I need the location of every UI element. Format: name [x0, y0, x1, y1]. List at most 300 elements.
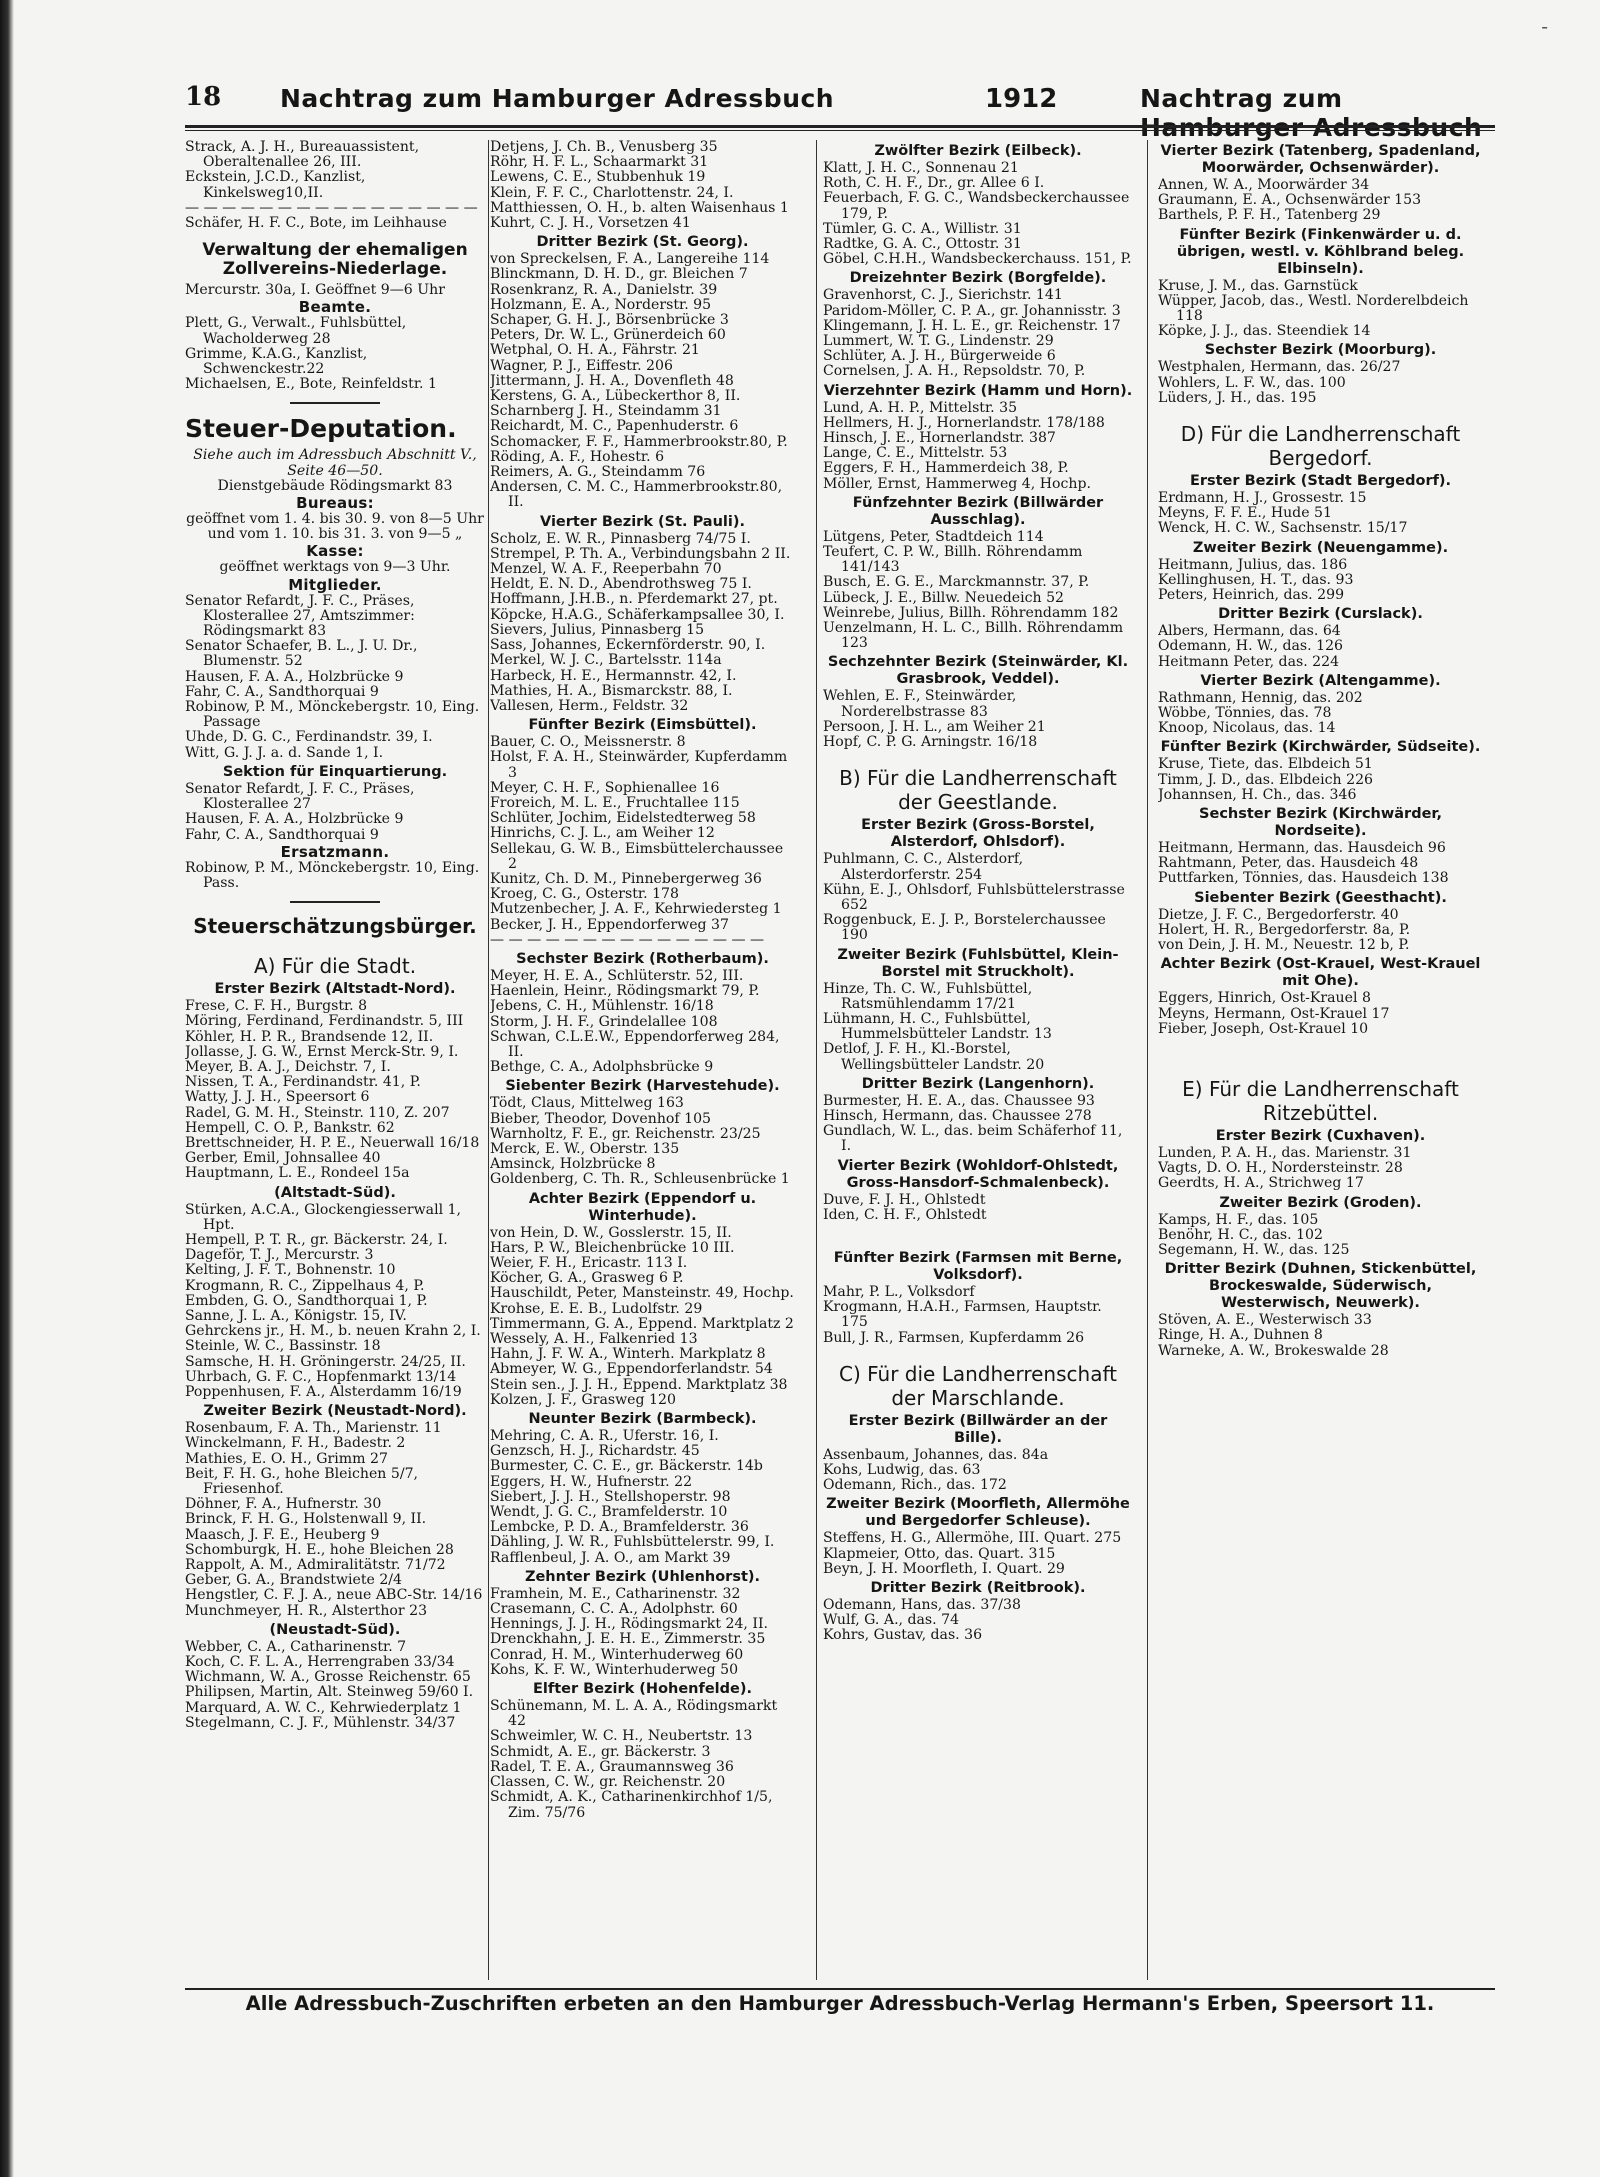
district-heading: Zweiter Bezirk (Moorfleth, Allermöhe und Bergedorfer Schleuse). [826, 1496, 1130, 1530]
directory-entry: Warnholtz, F. E., gr. Reichenstr. 23/25 [490, 1125, 761, 1142]
directory-entry: von Spreckelsen, F. A., Langereihe 114 [490, 251, 770, 268]
directory-entry: Maasch, J. F. E., Heuberg 9 [185, 1526, 380, 1543]
directory-entry: Detlof, J. F. H., Kl.-Borstel, Wellingsbütteler Landstr. 20 [823, 1041, 1045, 1073]
district-heading: Fünfter Bezirk (Kirchwärder, Südseite). [1160, 739, 1481, 756]
info-line: Dienstgebäude Rödingsmarkt 83 [217, 477, 453, 494]
directory-entry: Johannsen, H. Ch., das. 346 [1158, 786, 1357, 803]
directory-entry: Watty, J. J. H., Speersort 6 [185, 1089, 370, 1106]
directory-entry: Dietze, J. F. C., Bergedorferstr. 40 [1158, 906, 1399, 923]
directory-entry: Geber, G. A., Brandstwiete 2/4 [185, 1572, 403, 1589]
directory-entry: Reimers, A. G., Steindamm 76 [490, 464, 706, 481]
district-heading: Dritter Bezirk (Duhnen, Stickenbüttel, Brockeswalde, Süderwisch, Westerwisch, Neuwerk). [1164, 1261, 1477, 1312]
district-heading: Zweiter Bezirk (Neustadt-Nord). [203, 1403, 467, 1420]
directory-entry: Frese, C. F. H., Burgstr. 8 [185, 998, 368, 1015]
district-heading: Erster Bezirk (Gross-Borstel, Alsterdorf, Ohlsdorf). [861, 817, 1095, 851]
district-heading: Fünfter Bezirk (Farmsen mit Berne, Volksdorf). [833, 1249, 1123, 1283]
directory-entry: Wohlers, L. F. W., das. 100 [1158, 374, 1346, 391]
directory-entry: Heitmann Peter, das. 224 [1158, 653, 1340, 670]
district-heading: Zweiter Bezirk (Groden). [1219, 1194, 1422, 1211]
directory-entry: Hempell, C. O. P., Bankstr. 62 [185, 1119, 395, 1136]
directory-entry: Timm, J. D., das. Elbdeich 226 [1158, 771, 1374, 788]
directory-entry: Embden, G. O., Sandthorquai 1, P. [185, 1292, 428, 1309]
directory-entry: Reichardt, M. C., Papenhuderstr. 6 [490, 418, 739, 435]
directory-entry: Harbeck, H. E., Hermannstr. 42, I. [490, 667, 737, 684]
directory-entry: Krogmann, R. C., Zippelhaus 4, P. [185, 1277, 425, 1294]
directory-entry: Mercurstr. 30a, I. Geöffnet 9—6 Uhr [185, 282, 445, 299]
directory-entry: Haenlein, Heinr., Rödingsmarkt 79, P. [490, 983, 760, 1000]
directory-entry: Siebert, J. J. H., Stellshoperstr. 98 [490, 1488, 731, 1505]
running-title-left: Nachtrag zum Hamburger Adressbuch [280, 84, 835, 113]
directory-entry: Röding, A. F., Hohestr. 6 [490, 448, 665, 465]
district-heading: Erster Bezirk (Stadt Bergedorf). [1189, 473, 1452, 490]
directory-entry: Kolzen, J. F., Grasweg 120 [490, 1391, 676, 1408]
directory-entry: Roth, C. H. F., Dr., gr. Allee 6 I. [823, 175, 1045, 192]
directory-entry: Gravenhorst, C. J., Sierichstr. 141 [823, 287, 1063, 304]
directory-entry: Conrad, H. M., Winterhuderweg 60 [490, 1646, 744, 1663]
directory-entry: Rosenbaum, F. A. Th., Marienstr. 11 [185, 1420, 442, 1437]
directory-entry: Hars, P. W., Bleichenbrücke 10 III. [490, 1239, 735, 1256]
running-title-right: Nachtrag zum Hamburger Adressbuch [1140, 84, 1483, 142]
directory-entry: Kruse, J. M., das. Garnstück [1158, 277, 1358, 294]
directory-entry: Köcher, G. A., Grasweg 6 P. [490, 1270, 684, 1287]
directory-entry: Eckstein, J.C.D., Kanzlist, Kinkelsweg10,II. [185, 169, 366, 201]
directory-entry: Strempel, P. Th. A., Verbindungsbahn 2 II. [490, 545, 791, 562]
column-4 [1158, 140, 1483, 1980]
directory-entry: Hinrichs, C. J. L., am Weiher 12 [490, 825, 715, 842]
directory-entry: Koch, C. F. L. A., Herrengraben 33/34 [185, 1654, 455, 1671]
spacer [1158, 1037, 1483, 1061]
district-heading: Erster Bezirk (Cuxhaven). [1215, 1127, 1426, 1144]
district-heading: Vierzehnter Bezirk (Hamm und Horn). [823, 382, 1133, 399]
directory-entry: Strack, A. J. H., Bureauassistent, Oberaltenallee 26, III. [185, 140, 420, 171]
directory-entry: Benöhr, H. C., das. 102 [1158, 1226, 1323, 1243]
subheading: Bureaus: [296, 494, 374, 513]
directory-entry: Webber, C. A., Catharinenstr. 7 [185, 1638, 407, 1655]
directory-entry: Dähling, J. W. R., Fuhlsbüttelerstr. 99, I. [490, 1534, 775, 1551]
directory-entry: Duve, F. J. H., Ohlstedt [823, 1191, 986, 1208]
directory-entry: Knoop, Nicolaus, das. 14 [1158, 720, 1336, 737]
directory-entry: Hengstler, C. F. J. A., neue ABC-Str. 14/16 [185, 1587, 483, 1604]
section-rule [290, 901, 380, 903]
directory-entry: Matthiessen, O. H., b. alten Waisenhaus 1 [490, 199, 789, 216]
district-heading: (Altstadt-Süd). [274, 1184, 396, 1201]
directory-entry: Stöven, A. E., Westerwisch 33 [1158, 1312, 1372, 1329]
directory-entry: Odemann, Hans, das. 37/38 [823, 1596, 1021, 1613]
directory-entry: Schomacker, F. F., Hammerbrookstr.80, P. [490, 433, 788, 450]
directory-entry: Schaper, G. H. J., Börsenbrücke 3 [490, 312, 729, 329]
district-heading: Siebenter Bezirk (Geesthacht). [1194, 889, 1447, 906]
directory-entry: Mahr, P. L., Volksdorf [823, 1283, 975, 1300]
directory-entry: Döhner, F. A., Hufnerstr. 30 [185, 1496, 382, 1513]
directory-entry: Hahn, J. F. W. A., Winterh. Markplatz 8 [490, 1346, 766, 1363]
directory-entry: Lembcke, P. D. A., Bramfelderstr. 36 [490, 1519, 749, 1536]
directory-entry: Heitmann, Hermann, das. Hausdeich 96 [1158, 840, 1446, 857]
directory-entry: Jollasse, J. G. W., Ernst Merck-Str. 9, I. [185, 1043, 459, 1060]
directory-entry: Schünemann, M. L. A. A., Rödingsmarkt 42 [490, 1698, 778, 1730]
directory-entry: Mathies, H. A., Bismarckstr. 88, I. [490, 682, 733, 699]
directory-entry: Heldt, E. N. D., Abendrothsweg 75 I. [490, 576, 752, 593]
directory-entry: Senator Schaefer, B. L., J. U. Dr., Blumenstr. 52 [185, 638, 418, 670]
directory-entry: Busch, E. G. E., Marckmannstr. 37, P. [823, 574, 1090, 591]
directory-entry: Scholz, E. W. R., Pinnasberg 74/75 I. [490, 530, 751, 547]
directory-entry: — — — — — — — — — — — — — — — — [185, 199, 478, 216]
directory-entry: Lund, A. H. P., Mittelstr. 35 [823, 399, 1018, 416]
district-heading: Neunter Bezirk (Barmbeck). [528, 1411, 757, 1428]
spacer [823, 1223, 1133, 1247]
column-1 [185, 140, 485, 1980]
directory-entry: Roggenbuck, E. J. P., Borstelerchaussee 190 [823, 912, 1106, 944]
district-heading: Dritter Bezirk (Langenhorn). [861, 1075, 1095, 1092]
district-heading: Vierter Bezirk (Tatenberg, Spadenland, Moorwärder, Ochsenwärder). [1160, 143, 1481, 176]
region-heading: A) Für die Stadt. [253, 954, 417, 979]
directory-entry: Lübeck, J. E., Billw. Neuedeich 52 [823, 589, 1065, 606]
district-heading: Fünfter Bezirk (Finkenwärder u. d. übrigen, westl. v. Köhlbrand beleg. Elbinseln). [1176, 226, 1465, 277]
department-title: Steuer-Deputation. [185, 414, 457, 444]
directory-entry: Eggers, H. W., Hufnerstr. 22 [490, 1473, 693, 1490]
corner-mark: - [1541, 14, 1548, 38]
directory-entry: Schweimler, W. C. H., Neubertstr. 13 [490, 1728, 753, 1745]
directory-entry: Beyn, J. H. Moorfleth, I. Quart. 29 [823, 1560, 1065, 1577]
district-heading: Fünfter Bezirk (Eimsbüttel). [528, 717, 757, 734]
directory-entry: Rosenkranz, R. A., Danielstr. 39 [490, 281, 718, 298]
directory-entry: Sass, Johannes, Eckernförderstr. 90, I. [490, 637, 766, 654]
directory-entry: Bethge, C. A., Adolphsbrücke 9 [490, 1059, 714, 1076]
region-heading: B) Für die Landherrenschaft der Geestlande. [839, 766, 1117, 815]
page-header [185, 78, 1495, 142]
directory-entry: Hausen, F. A. A., Holzbrücke 9 [185, 668, 404, 685]
district-heading: Achter Bezirk (Ost-Krauel, West-Krauel mit Ohe). [1160, 956, 1481, 990]
column-2 [490, 140, 795, 1980]
directory-entry: Weinrebe, Julius, Billh. Röhrendamm 182 [823, 604, 1119, 621]
directory-entry: Wetphal, O. H. A., Fährstr. 21 [490, 342, 700, 359]
directory-entry: Storm, J. H. F., Grindelallee 108 [490, 1013, 718, 1030]
directory-entry: Annen, W. A., Moorwärder 34 [1158, 177, 1370, 193]
directory-entry: Burmester, H. E. A., das. Chaussee 93 [823, 1092, 1095, 1109]
directory-entry: Kühn, E. J., Ohlsdorf, Fuhlsbüttelerstrasse 652 [823, 881, 1125, 913]
district-heading: Erster Bezirk (Billwärder an der Bille). [848, 1412, 1108, 1446]
directory-entry: Krohse, E. E. B., Ludolfstr. 29 [490, 1300, 703, 1317]
directory-entry: Puttfarken, Tönnies, das. Hausdeich 138 [1158, 870, 1449, 887]
subheading: Kasse: [306, 542, 364, 561]
region-heading: E) Für die Landherrenschaft Ritzebüttel. [1182, 1076, 1459, 1125]
directory-entry: Lewens, C. E., Stubbenhuk 19 [490, 169, 706, 186]
directory-entry: Blinckmann, D. H. D., gr. Bleichen 7 [490, 266, 748, 283]
district-heading: Vierter Bezirk (Wohldorf-Ohlstedt, Gross-Hansdorf-Schmalenbeck). [837, 1157, 1119, 1191]
directory-entry: Beit, F. H. G., hohe Bleichen 5/7, Friesenhof. [185, 1465, 419, 1497]
directory-entry: Assenbaum, Johannes, das. 84a [823, 1446, 1049, 1463]
directory-entry: Hinsch, Hermann, das. Chaussee 278 [823, 1107, 1092, 1124]
directory-entry: Sanne, J. L. A., Königstr. 15, IV. [185, 1307, 407, 1324]
district-heading: Zehnter Bezirk (Uhlenhorst). [524, 1568, 761, 1585]
directory-entry: Detjens, J. Ch. B., Venusberg 35 [490, 140, 718, 155]
directory-entry: Barthels, P. F. H., Tatenberg 29 [1158, 207, 1381, 224]
district-heading: Sechster Bezirk (Kirchwärder, Nordseite). [1199, 806, 1442, 840]
directory-entry: Michaelsen, E., Bote, Reinfeldstr. 1 [185, 376, 437, 393]
directory-entry: Lühmann, H. C., Fuhlsbüttel, Hummelsbütteler Landstr. 13 [823, 1010, 1052, 1043]
page-number: 18 [185, 82, 222, 112]
directory-entry: Kuhrt, C. J. H., Vorsetzen 41 [490, 215, 691, 232]
directory-entry: Meyns, Hermann, Ost-Krauel 17 [1158, 1005, 1390, 1022]
directory-entry: Steinle, W. C., Bassinstr. 18 [185, 1338, 381, 1355]
directory-entry: Kohs, K. F. W., Winterhuderweg 50 [490, 1661, 739, 1678]
directory-entry: Wessely, A. H., Falkenried 13 [490, 1331, 698, 1348]
directory-entry: Schwan, C.L.E.W., Eppendorferweg 284, II. [490, 1028, 780, 1060]
subheading: Ersatzmann. [280, 842, 390, 861]
columns [185, 140, 1495, 1980]
directory-entry: Genzsch, H. J., Richardstr. 45 [490, 1443, 700, 1460]
directory-entry: Munchmeyer, H. R., Alsterthor 23 [185, 1602, 428, 1619]
directory-entry: Menzel, W. A. F., Reeperbahn 70 [490, 561, 722, 578]
directory-entry: Rafflenbeul, J. A. O., am Markt 39 [490, 1549, 731, 1566]
directory-entry: Wendt, J. G. C., Bramfelderstr. 10 [490, 1504, 728, 1521]
directory-entry: Wichmann, W. A., Grosse Reichenstr. 65 [185, 1669, 471, 1686]
directory-entry: Tödt, Claus, Mittelweg 163 [490, 1095, 684, 1112]
directory-entry: Kelting, J. F. T., Bohnenstr. 10 [185, 1262, 396, 1279]
directory-entry: — — — — — — — — — — — — — — — [490, 931, 765, 948]
district-heading: Sechzehnter Bezirk (Steinwärder, Kl. Grasbrook, Veddel). [827, 654, 1129, 688]
info-line: geöffnet vom 1. 4. bis 30. 9. von 8—5 Uhr und vom 1. 10. bis 31. 3. von 9—5 „ [186, 511, 484, 543]
directory-entry: Tümler, G. C. A., Willistr. 31 [823, 220, 1022, 237]
directory-entry: Lütgens, Peter, Stadtdeich 114 [823, 528, 1044, 545]
directory-entry: Köpcke, H.A.G., Schäferkampsallee 30, I. [490, 606, 785, 623]
directory-entry: Feuerbach, F. G. C., Wandsbeckerchaussee 179, P. [823, 190, 1130, 222]
directory-entry: Hinsch, J. E., Hornerlandstr. 387 [823, 430, 1056, 447]
directory-entry: Schlüter, A. J. H., Bürgerweide 6 [823, 348, 1056, 365]
directory-entry: Klingemann, J. H. L. E., gr. Reichenstr. 17 [823, 317, 1121, 334]
directory-entry: Brinck, F. H. G., Holstenwall 9, II. [185, 1511, 427, 1528]
directory-entry: Marquard, A. W. C., Kehrwiederplatz 1 [185, 1699, 462, 1716]
header-rule [185, 125, 1495, 131]
directory-entry: Köhler, H. P. R., Brandsende 12, II. [185, 1028, 434, 1045]
district-heading: (Neustadt-Süd). [269, 1621, 401, 1638]
directory-entry: Gundlach, W. L., das. beim Schäferhof 11, I. [823, 1123, 1123, 1155]
directory-entry: Bauer, C. O., Meissnerstr. 8 [490, 734, 686, 751]
district-heading: Dritter Bezirk (Curslack). [1218, 606, 1423, 623]
directory-entry: Hempell, P. T. R., gr. Bäckerstr. 24, I. [185, 1231, 448, 1248]
directory-entry: Schmidt, A. K., Catharinenkirchhof 1/5, Zim. 75/76 [490, 1789, 773, 1821]
directory-entry: Kohs, Ludwig, das. 63 [823, 1461, 981, 1478]
directory-entry: Radel, T. E. A., Graumannsweg 36 [490, 1758, 734, 1775]
directory-entry: Samsche, H. H. Gröningerstr. 24/25, II. [185, 1353, 466, 1370]
directory-entry: Hauptmann, L. E., Rondeel 15a [185, 1165, 410, 1182]
directory-entry: Kunitz, Ch. D. M., Pinnebergerweg 36 [490, 870, 762, 887]
directory-entry: Köpke, J. J., das. Steendiek 14 [1158, 323, 1371, 340]
directory-entry: Wenck, H. C. W., Sachsenstr. 15/17 [1158, 520, 1408, 537]
directory-entry: Eggers, F. H., Hammerdeich 38, P. [823, 460, 1069, 477]
directory-entry: Westphalen, Hermann, das. 26/27 [1158, 359, 1401, 376]
directory-entry: Hausen, F. A. A., Holzbrücke 9 [185, 811, 404, 828]
directory-entry: Schomburgk, H. E., hohe Bleichen 28 [185, 1541, 454, 1558]
directory-entry: Lange, C. E., Mittelstr. 53 [823, 445, 1008, 462]
directory-entry: Rappolt, A. M., Admiralitätstr. 71/72 [185, 1557, 446, 1574]
directory-entry: Framhein, M. E., Catharinenstr. 32 [490, 1585, 741, 1602]
directory-entry: Weier, F. H., Ericastr. 113 I. [490, 1255, 688, 1271]
district-heading: Dritter Bezirk (Reitbrook). [870, 1579, 1086, 1596]
district-heading: Elfter Bezirk (Hohenfelde). [533, 1681, 752, 1698]
directory-entry: Poppenhusen, F. A., Alsterdamm 16/19 [185, 1383, 462, 1400]
directory-entry: Robinow, P. M., Mönckebergstr. 10, Eing. Pass. [185, 859, 480, 891]
directory-entry: Klein, F. F. C., Charlottenstr. 24, I. [490, 184, 734, 201]
directory-entry: Rahtmann, Peter, das. Hausdeich 48 [1158, 855, 1419, 872]
district-heading: Zwölfter Bezirk (Eilbeck). [874, 143, 1082, 159]
directory-entry: Hopf, C. P. G. Arningstr. 16/18 [823, 734, 1038, 751]
column-3 [823, 140, 1133, 1980]
directory-entry: Mathies, E. O. H., Grimm 27 [185, 1450, 388, 1467]
directory-entry: Fieber, Joseph, Ost-Krauel 10 [1158, 1020, 1369, 1037]
directory-entry: Peters, Dr. W. L., Grünerdeich 60 [490, 327, 726, 344]
directory-entry: Iden, C. H. F., Ohlstedt [823, 1206, 987, 1223]
directory-entry: Uhde, D. G. C., Ferdinandstr. 39, I. [185, 729, 433, 746]
directory-entry: Wüpper, Jacob, das., Westl. Norderelbdeich 118 [1158, 292, 1469, 325]
directory-entry: Dageför, T. J., Mercurstr. 3 [185, 1247, 374, 1264]
directory-entry: Segemann, H. W., das. 125 [1158, 1241, 1350, 1258]
directory-entry: Plett, G., Verwalt., Fuhlsbüttel, Wacholderweg 28 [185, 315, 407, 347]
directory-entry: Gerber, Emil, Johnsallee 40 [185, 1150, 381, 1167]
directory-entry: Hoffmann, J.H.B., n. Pferdemarkt 27, pt. [490, 591, 778, 608]
directory-entry: Vagts, D. O. H., Nordersteinstr. 28 [1158, 1160, 1403, 1177]
directory-entry: Klatt, J. H. C., Sonnenau 21 [823, 160, 1019, 176]
directory-entry: von Hein, D. W., Gosslerstr. 15, II. [490, 1224, 732, 1241]
directory-entry: Holst, F. A. H., Steinwärder, Kupferdamm 3 [490, 749, 788, 781]
directory-entry: von Dein, J. H. M., Neuestr. 12 b, P. [1158, 937, 1410, 954]
directory-entry: Radtke, G. A. C., Ottostr. 31 [823, 236, 1022, 253]
directory-entry: Merkel, W. J. C., Bartelsstr. 114a [490, 652, 722, 669]
directory-entry: Gehrckens jr., H. M., b. neuen Krahn 2, I. [185, 1323, 481, 1340]
directory-entry: Kellinghusen, H. T., das. 93 [1158, 571, 1354, 588]
directory-entry: Uenzelmann, H. L. C., Billh. Röhrendamm 123 [823, 620, 1124, 652]
directory-entry: Kerstens, G. A., Lübeckerthor 8, II. [490, 388, 741, 405]
directory-entry: Kruse, Tiete, das. Elbdeich 51 [1158, 756, 1373, 773]
directory-entry: Stein sen., J. J. H., Eppend. Marktplatz 38 [490, 1376, 788, 1393]
directory-entry: Jittermann, J. H. A., Dovenfleth 48 [490, 372, 734, 389]
directory-entry: Fahr, C. A., Sandthorquai 9 [185, 826, 379, 843]
directory-entry: Ringe, H. A., Duhnen 8 [1158, 1327, 1323, 1344]
subheading: Beamte. [298, 298, 372, 317]
directory-entry: Witt, G. J. J. a. d. Sande 1, I. [185, 744, 384, 761]
district-heading: Erster Bezirk (Altstadt-Nord). [214, 981, 456, 998]
directory-entry: Kroeg, C. G., Osterstr. 178 [490, 886, 679, 903]
directory-entry: Froreich, M. L. E., Fruchtallee 115 [490, 794, 740, 811]
directory-entry: Philipsen, Martin, Alt. Steinweg 59/60 I. [185, 1684, 474, 1701]
directory-entry: Grimme, K.A.G., Kanzlist, Schwenckestr.22 [185, 345, 368, 378]
directory-entry: Wagner, P. J., Eiffestr. 206 [490, 357, 673, 374]
directory-entry: Meyer, C. H. F., Sophienallee 16 [490, 779, 720, 796]
directory-entry: Jebens, C. H., Mühlenstr. 16/18 [490, 998, 714, 1015]
directory-entry: Krogmann, H.A.H., Farmsen, Hauptstr. 175 [823, 1299, 1102, 1331]
info-line: geöffnet werktags von 9—3 Uhr. [219, 559, 451, 576]
region-heading: C) Für die Landherrenschaft der Marschlande. [839, 1361, 1117, 1410]
directory-entry: Holzmann, E. A., Norderstr. 95 [490, 296, 712, 313]
directory-entry: Odemann, H. W., das. 126 [1158, 638, 1344, 655]
directory-entry: Schmidt, A. E., gr. Bäckerstr. 3 [490, 1743, 711, 1760]
directory-entry: Schäfer, H. F. C., Bote, im Leihhause [185, 215, 447, 232]
district-heading: Dritter Bezirk (St. Georg). [536, 234, 749, 251]
directory-entry: Crasemann, C. C. A., Adolphstr. 60 [490, 1601, 738, 1618]
section-heading: Verwaltung der ehemaligen Zollvereins-Niederlage. [202, 240, 468, 280]
directory-entry: Vallesen, Herm., Feldstr. 32 [490, 697, 689, 714]
directory-entry: Geerdts, H. A., Strichweg 17 [1158, 1175, 1364, 1192]
directory-entry: Mehring, C. A. R., Uferstr. 16, I. [490, 1428, 719, 1445]
directory-entry: Graumann, E. A., Ochsenwärder 153 [1158, 192, 1422, 209]
district-heading: Zweiter Bezirk (Fuhlsbüttel, Klein-Borstel mit Struckholt). [837, 946, 1119, 980]
directory-entry: Steffens, H. G., Allermöhe, III. Quart. 275 [823, 1530, 1122, 1547]
directory-entry: Mutzenbecher, J. A. F., Kehrwiedersteg 1 [490, 901, 782, 918]
district-heading: Sechster Bezirk (Rotherbaum). [516, 950, 769, 967]
directory-entry: Erdmann, H. J., Grossestr. 15 [1158, 490, 1367, 507]
district-heading: Sechster Bezirk (Moorburg). [1204, 342, 1437, 359]
directory-entry: Lummert, W. T. G., Lindenstr. 29 [823, 333, 1054, 350]
directory-entry: Persoon, J. H. L., am Weiher 21 [823, 718, 1046, 735]
directory-entry: Stegelmann, C. J. F., Mühlenstr. 34/37 [185, 1714, 456, 1731]
directory-entry: Paridom-Möller, C. P. A., gr. Johannisstr. 3 [823, 302, 1121, 319]
section-title: Steuerschätzungsbürger. [193, 914, 477, 939]
directory-entry: Sellekau, G. W. B., Eimsbüttelerchaussee 2 [490, 840, 784, 872]
directory-entry: Holert, H. R., Bergedorferstr. 8a, P. [1158, 921, 1411, 938]
district-heading: Achter Bezirk (Eppendorf u. Winterhude). [528, 1190, 757, 1224]
directory-entry: Göbel, C.H.H., Wandsbeckerchauss. 151, P. [823, 251, 1132, 268]
directory-entry: Wulf, G. A., das. 74 [823, 1612, 960, 1629]
directory-entry: Meyer, H. E. A., Schlüterstr. 52, III. [490, 967, 744, 984]
directory-entry: Abmeyer, W. G., Eppendorferlandstr. 54 [490, 1361, 773, 1378]
directory-entry: Bull, J. R., Farmsen, Kupferdamm 26 [823, 1329, 1085, 1346]
directory-entry: Uhrbach, G. F. C., Hopfenmarkt 13/14 [185, 1368, 457, 1385]
directory-entry: Kohrs, Gustav, das. 36 [823, 1627, 983, 1644]
directory-entry: Heitmann, Julius, das. 186 [1158, 556, 1348, 573]
column-divider [816, 140, 817, 1980]
footer-rule [185, 1988, 1495, 1990]
directory-entry: Robinow, P. M., Mönckebergstr. 10, Eing. Passage [185, 699, 480, 731]
directory-entry: Hauschildt, Peter, Mansteinstr. 49, Hochp. [490, 1285, 794, 1302]
directory-entry: Lunden, P. A. H., das. Marienstr. 31 [1158, 1144, 1412, 1161]
directory-entry: Bieber, Theodor, Dovenhof 105 [490, 1110, 711, 1127]
directory-entry: Becker, J. H., Eppendorferweg 37 [490, 916, 729, 933]
directory-entry: Wöbbe, Tönnies, das. 78 [1158, 705, 1332, 722]
directory-entry: Möller, Ernst, Hammerweg 4, Hochp. [823, 475, 1091, 492]
district-heading: Dreizehnter Bezirk (Borgfelde). [849, 270, 1107, 287]
directory-entry: Hennings, J. J. H., Rödingsmarkt 24, II. [490, 1616, 768, 1633]
cross-reference: Siehe auch im Adressbuch Abschnitt V., Seite 46—50. [193, 447, 477, 479]
directory-entry: Stürken, A.C.A., Glockengiesserwall 1, Hpt. [185, 1201, 462, 1233]
directory-entry: Puhlmann, C. C., Alsterdorf, Alsterdorferstr. 254 [823, 851, 1024, 883]
column-divider [488, 140, 489, 1980]
directory-entry: Meyns, F. F. E., Hude 51 [1158, 505, 1332, 522]
directory-entry: Scharnberg J. H., Steindamm 31 [490, 403, 722, 420]
directory-entry: Lüders, J. H., das. 195 [1158, 389, 1317, 406]
district-heading: Siebenter Bezirk (Harvestehude). [505, 1078, 780, 1095]
region-heading: D) Für die Landherrenschaft Bergedorf. [1180, 422, 1461, 471]
directory-entry: Nissen, T. A., Ferdinandstr. 41, P. [185, 1074, 421, 1091]
directory-entry: Brettschneider, H. P. E., Neuerwall 16/18 [185, 1134, 480, 1151]
district-heading: Vierter Bezirk (St. Pauli). [539, 513, 745, 530]
scan-edge [0, 0, 14, 2177]
directory-entry: Cornelsen, J. A. H., Repsoldstr. 70, P. [823, 363, 1086, 380]
directory-entry: Classen, C. W., gr. Reichenstr. 20 [490, 1774, 726, 1791]
section-rule [290, 402, 380, 404]
directory-entry: Drenckhahn, J. E. H. E., Zimmerstr. 35 [490, 1631, 766, 1648]
directory-entry: Sievers, Julius, Pinnasberg 15 [490, 621, 705, 638]
directory-entry: Eggers, Hinrich, Ost-Krauel 8 [1158, 990, 1371, 1007]
district-heading: Sektion für Einquartierung. [222, 763, 448, 780]
directory-entry: Albers, Hermann, das. 64 [1158, 623, 1341, 640]
directory-entry: Andersen, C. M. C., Hammerbrookstr.80, II. [490, 479, 783, 511]
directory-entry: Warneke, A. W., Brokeswalde 28 [1158, 1342, 1389, 1359]
directory-entry: Timmermann, G. A., Eppend. Marktplatz 2 [490, 1315, 794, 1332]
publisher-footer: Alle Adressbuch-Zuschriften erbeten an den Hamburger Adressbuch-Verlag Hermann's Erben, Speersort 11. [245, 1992, 1435, 2015]
directory-entry: Burmester, C. C. E., gr. Bäckerstr. 14b [490, 1458, 763, 1475]
district-heading: Zweiter Bezirk (Neuengamme). [1192, 539, 1449, 556]
directory-entry: Odemann, Rich., das. 172 [823, 1477, 1007, 1494]
directory-entry: Meyer, B. A. J., Deichstr. 7, I. [185, 1058, 391, 1075]
